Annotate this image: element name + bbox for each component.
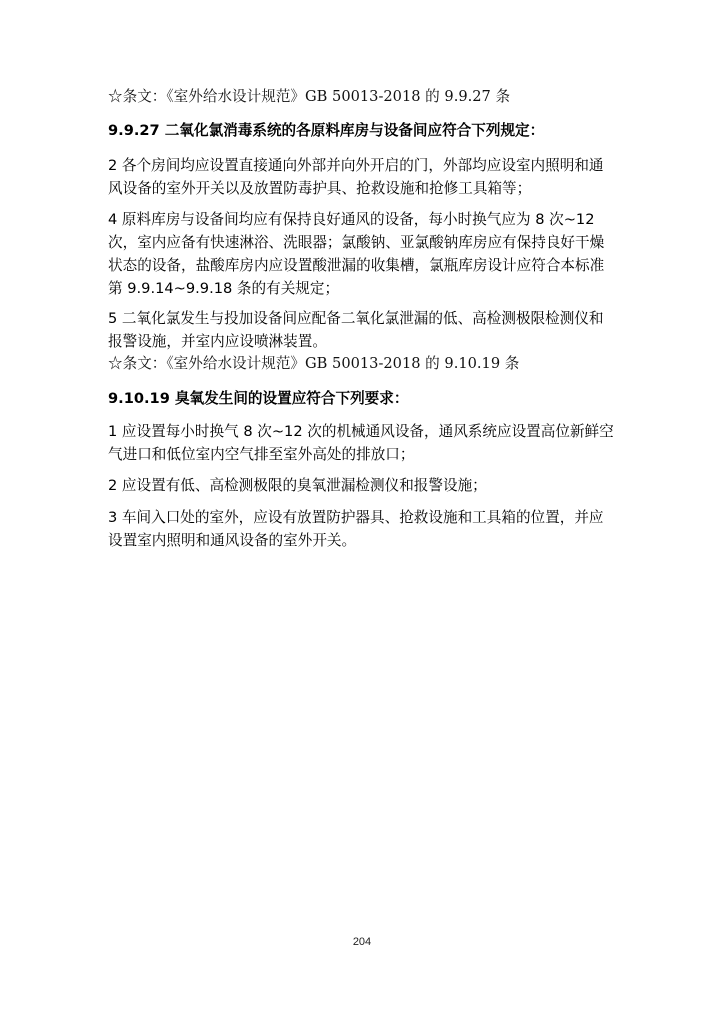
clause-heading: 9.10.19 臭氧发生间的设置应符合下列要求：	[108, 390, 409, 407]
page-number: 204	[352, 936, 372, 948]
clause-item-text: 第 9.9.14~9.9.18 条的有关规定；	[108, 280, 340, 297]
clause-item-text: 气进口和低位室内空气排至室外高处的排放口；	[108, 446, 415, 463]
clause-item-text: 4 原料库房与设备间均应有保持良好通风的设备，每小时换气应为 8 次~12	[108, 211, 595, 228]
clause-item-text: 2 应设置有低、高检测极限的臭氧泄漏检测仪和报警设施；	[108, 477, 487, 494]
clause-item-text: 2 各个房间均应设置直接通向外部并向外开启的门，外部均应设室内照明和通	[108, 157, 604, 174]
clause-item-text: 3 车间入口处的室外，应设有放置防护器具、抢救设施和工具箱的位置，并应	[108, 509, 604, 526]
clause-item-text: 5 二氧化氯发生与投加设备间应配备二氧化氯泄漏的低、高检测极限检测仪和	[108, 310, 604, 327]
clause-item-text: 1 应设置每小时换气 8 次~12 次的机械通风设备，通风系统应设置高位新鲜空	[108, 423, 614, 440]
clause-item-text: 风设备的室外开关以及放置防毒护具、抢救设施和抢修工具箱等；	[108, 180, 532, 197]
clause-item-text: 次，室内应备有快速淋浴、洗眼器；氯酸钠、亚氯酸钠库房应有保持良好干燥	[108, 234, 605, 251]
clause-heading: 9.9.27 二氧化氯消毒系统的各原料库房与设备间应符合下列规定：	[108, 122, 545, 139]
clause-item-text: 状态的设备，盐酸库房内应设置酸泄漏的收集槽，氯瓶库房设计应符合本标准	[108, 257, 605, 274]
clause-reference: ☆条文：《室外给水设计规范》GB 50013-2018 的 9.10.19 条	[108, 355, 520, 372]
clause-reference: ☆条文：《室外给水设计规范》GB 50013-2018 的 9.9.27 条	[108, 88, 511, 105]
clause-item-text: 报警设施，并室内应设喷淋装置。	[108, 333, 327, 350]
clause-item-text: 设置室内照明和通风设备的室外开关。	[108, 532, 357, 549]
